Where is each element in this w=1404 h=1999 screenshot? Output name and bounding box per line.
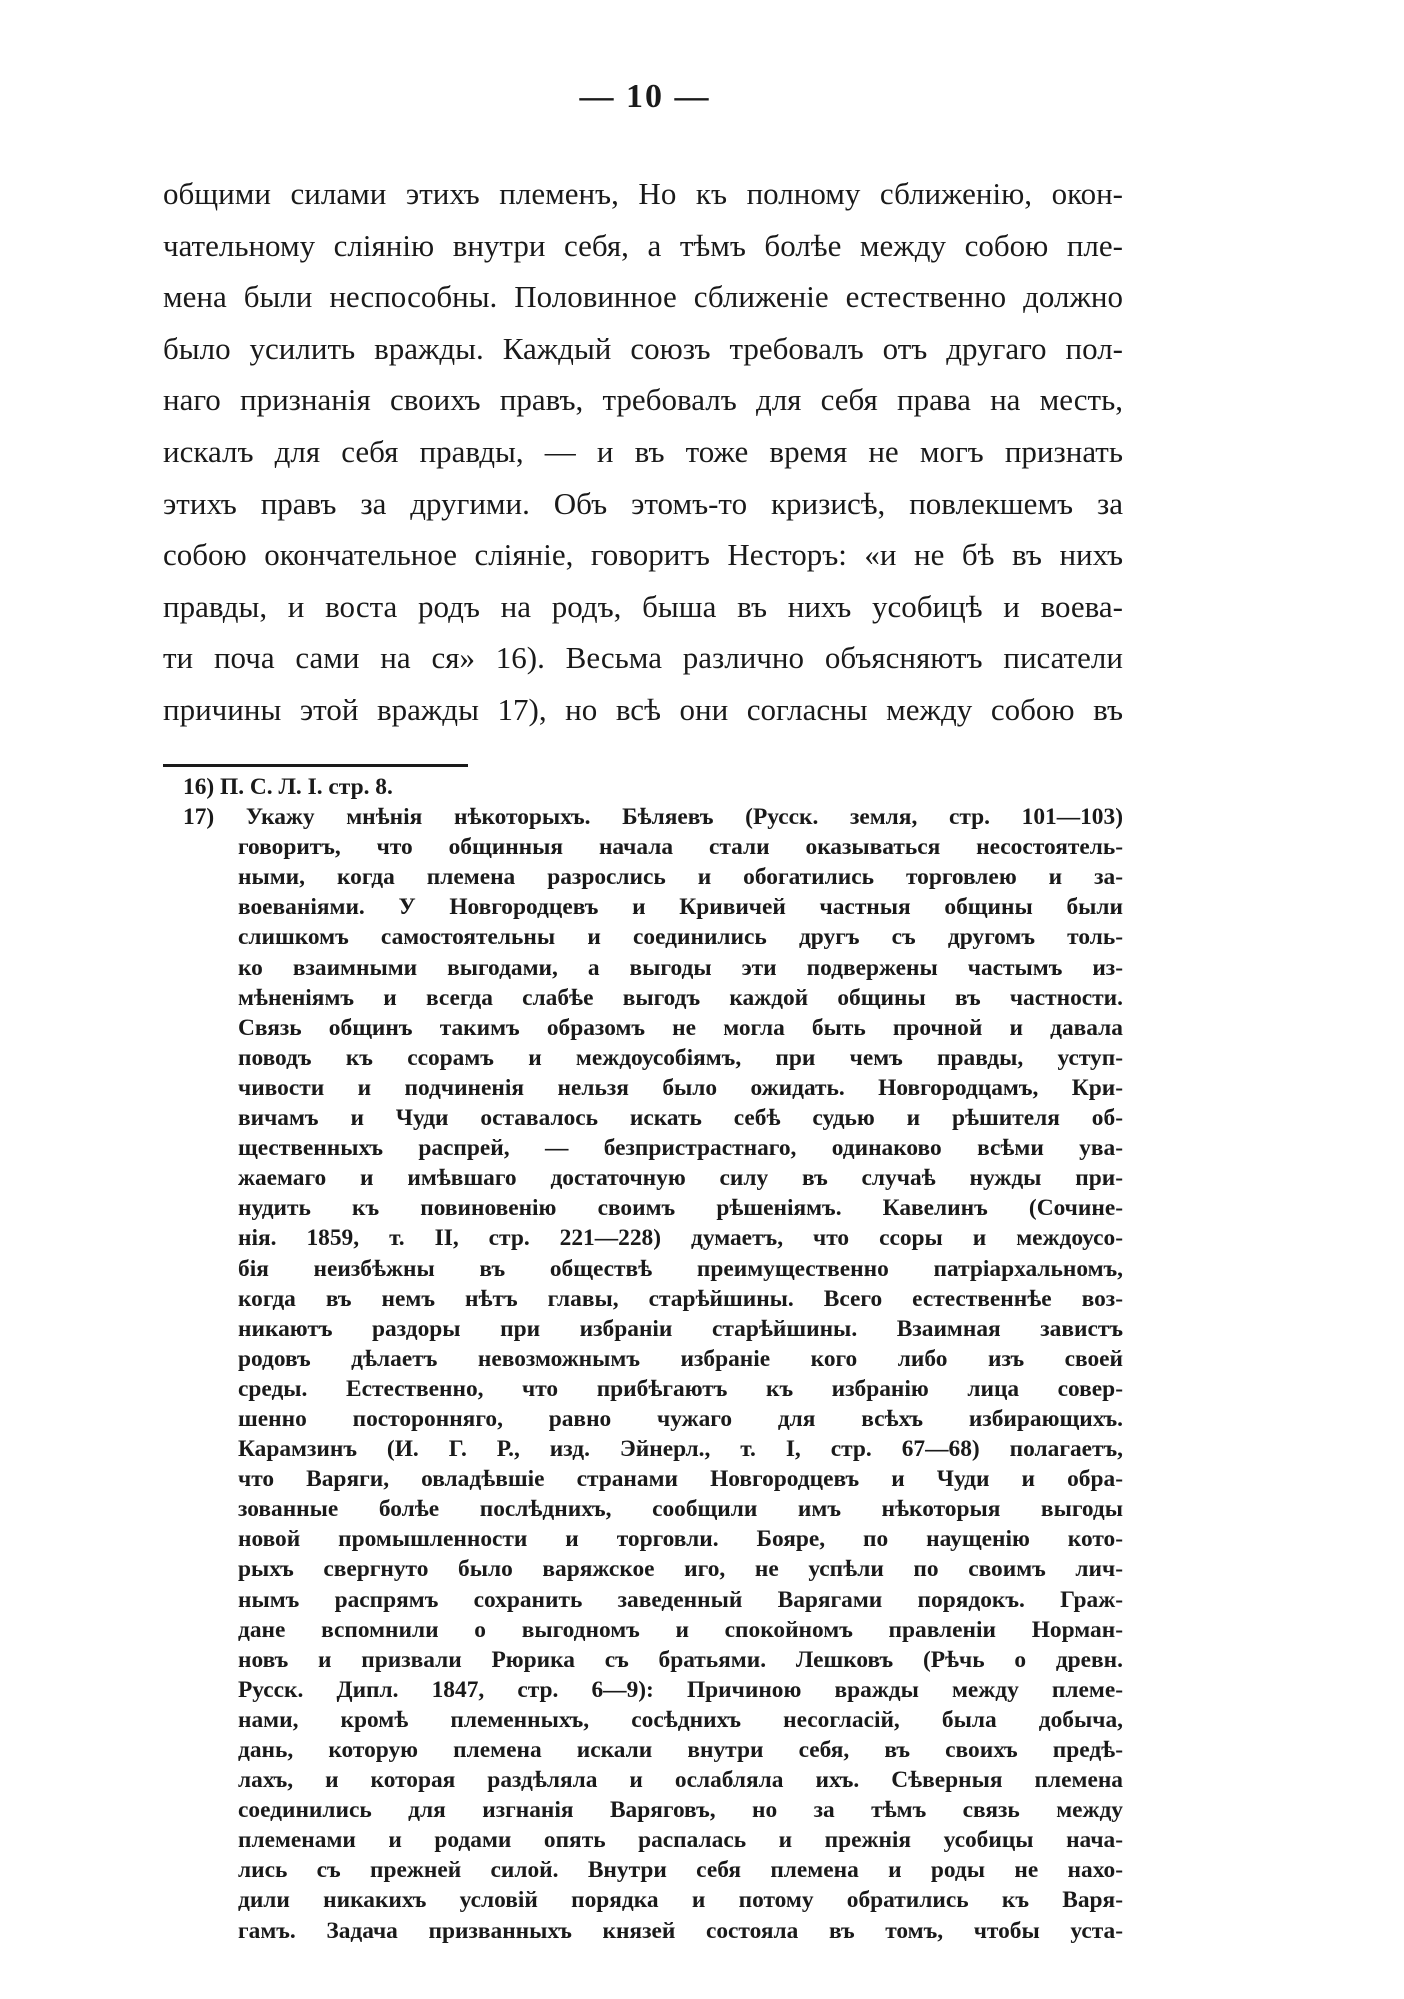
footnote-line: говоритъ, что общинныя начала стали оказываться несостоятель- <box>238 834 1123 861</box>
footnote-line: щественныхъ распрей, — безпристрастнаго, одинаково всѣми ува- <box>238 1135 1123 1162</box>
footnote-line: новъ и призвали Рюрика съ братьями. Лешковъ (Рѣчь о древн. <box>238 1646 1123 1673</box>
main-text-line: общими силами этихъ племенъ, Но къ полному сближенію, окон- <box>163 176 1123 211</box>
footnote-line: никаютъ раздоры при избраніи старѣйшины. Взаимная завистъ <box>238 1315 1123 1342</box>
footnote-line: среды. Естественно, что прибѣгаютъ къ избранію лица совер- <box>238 1375 1123 1402</box>
footnote-line: нами, кромѣ племенныхъ, сосѣднихъ несогласій, была добыча, <box>238 1706 1123 1733</box>
footnote-line: нія. 1859, т. II, стр. 221—228) думаетъ, что ссоры и междоусо- <box>238 1225 1123 1252</box>
footnote-line: зованные болѣе послѣднихъ, сообщили имъ нѣкоторыя выгоды <box>238 1496 1123 1523</box>
footnote-line: что Варяги, овладѣвшіе странами Новгородцевъ и Чуди и обра- <box>238 1466 1123 1493</box>
footnote-line: ными, когда племена разрослись и обогатились торговлею и за- <box>238 864 1123 891</box>
footnote-line: когда въ немъ нѣтъ главы, старѣйшины. Всего естественнѣе воз- <box>238 1285 1123 1312</box>
footnote-line: лись съ прежней силой. Внутри себя племена и роды не нахо- <box>238 1857 1123 1884</box>
main-text-line: наго признанія своихъ правъ, требовалъ для себя права на месть, <box>163 382 1123 418</box>
footnote-line: дань, которую племена искали внутри себя, въ своихъ предѣ- <box>238 1737 1123 1763</box>
footnote-line: соединились для изгнанія Варяговъ, но за тѣмъ связь между <box>238 1797 1123 1824</box>
main-text-line: правды, и воста родъ на родъ, быша въ нихъ усобицѣ и воева- <box>163 588 1123 624</box>
footnote-line: мѣненіямъ и всегда слабѣе выгодъ каждой общины въ частности. <box>238 984 1123 1011</box>
footnote-line: лахъ, и которая раздѣляла и ослабляла ихъ. Сѣверныя племена <box>238 1767 1123 1794</box>
footnote-line: слишкомъ самостоятельны и соединились другъ съ другомъ толь- <box>238 924 1123 951</box>
page-number: — 10 — <box>579 78 711 115</box>
main-text-line: было усилить вражды. Каждый союзъ требовалъ отъ другаго пол- <box>163 330 1123 366</box>
footnote-line: жаемаго и имѣвшаго достаточную силу въ случаѣ нужды при- <box>238 1165 1123 1192</box>
footnote-16: 16) П. С. Л. I. стр. 8. <box>183 774 393 800</box>
footnote-separator <box>163 764 468 767</box>
footnote-line: дане вспомнили о выгодномъ и спокойномъ правленіи Норман- <box>238 1616 1123 1643</box>
footnote-line: поводъ къ ссорамъ и междоусобіямъ, при чемъ правды, уступ- <box>238 1044 1123 1071</box>
main-text-line: собою окончательное слiяніе, говоритъ Несторъ: «и не бѣ въ нихъ <box>163 537 1123 573</box>
footnote-line: шенно посторонняго, равно чужаго для всѣхъ избирающихъ. <box>238 1405 1123 1432</box>
main-text-line: искалъ для себя правды, — и въ тоже время не могъ признать <box>163 433 1123 469</box>
footnote-line: родовъ дѣлаетъ невозможнымъ избраніе кого либо изъ своей <box>238 1345 1123 1372</box>
footnote-line: нудить къ повиновенію своимъ рѣшеніямъ. Кавелинъ (Сочине- <box>238 1195 1123 1222</box>
main-text <box>163 168 1123 736</box>
footnote-line: бія неизбѣжны въ обществѣ преимущественно патріархальномъ, <box>238 1255 1123 1282</box>
main-text-line: мена были неспособны. Половинное сближеніе естественно должно <box>163 279 1123 315</box>
footnote-line: нымъ распрямъ сохранить заведенный Варягами порядокъ. Граж- <box>238 1586 1123 1613</box>
main-text-line: причины этой вражды 17), но всѣ они согласны между собою въ <box>163 691 1123 727</box>
footnote-line: дили никакихъ условій порядка и потому обратились къ Варя- <box>238 1887 1123 1914</box>
footnotes <box>183 772 1123 1946</box>
footnote-line: Карамзинъ (И. Г. Р., изд. Эйнерл., т. I, стр. 67—68) полагаетъ, <box>238 1436 1123 1463</box>
footnote-line: гамъ. Задача призванныхъ князей состояла въ томъ, чтобы уста- <box>238 1917 1123 1944</box>
footnote-line: рыхъ свергнуто было варяжское иго, не успѣли по своимъ лич- <box>238 1556 1123 1583</box>
main-text-line: этихъ правъ за другими. Объ этомъ-то кризисѣ, повлекшемъ за <box>163 485 1123 521</box>
main-text-line: чательному слiянію внутри себя, а тѣмъ болѣе между собою пле- <box>163 227 1123 263</box>
footnote-line: Связь общинъ такимъ образомъ не могла быть прочной и давала <box>238 1014 1123 1041</box>
main-text-line: ти почa сами на ся» 16). Весьма различно объясняютъ писатели <box>163 640 1123 676</box>
footnote-line: вичамъ и Чуди оставалось искать себѣ судью и рѣшителя об- <box>238 1105 1123 1132</box>
footnote-line: чивости и подчиненія нельзя было ожидать. Новгородцамъ, Кри- <box>238 1074 1123 1101</box>
footnote-line: новой промышленности и торговли. Бояре, по наущенію кото- <box>238 1526 1123 1553</box>
footnote-line: воеваніями. У Новгородцевъ и Кривичей частныя общины были <box>238 894 1123 921</box>
footnote-line: племенами и родами опять распалась и прежнія усобицы нача- <box>238 1827 1123 1854</box>
footnote-17: 17) Укажу мнѣнія нѣкоторыхъ. Бѣляевъ (Русск. земля, стр. 101—103) <box>183 804 1123 831</box>
footnote-line: Русск. Дипл. 1847, стр. 6—9): Причиною вражды между племе- <box>238 1676 1123 1703</box>
footnote-line: ко взаимными выгодами, а выгоды эти подвержены частымъ из- <box>238 954 1123 981</box>
